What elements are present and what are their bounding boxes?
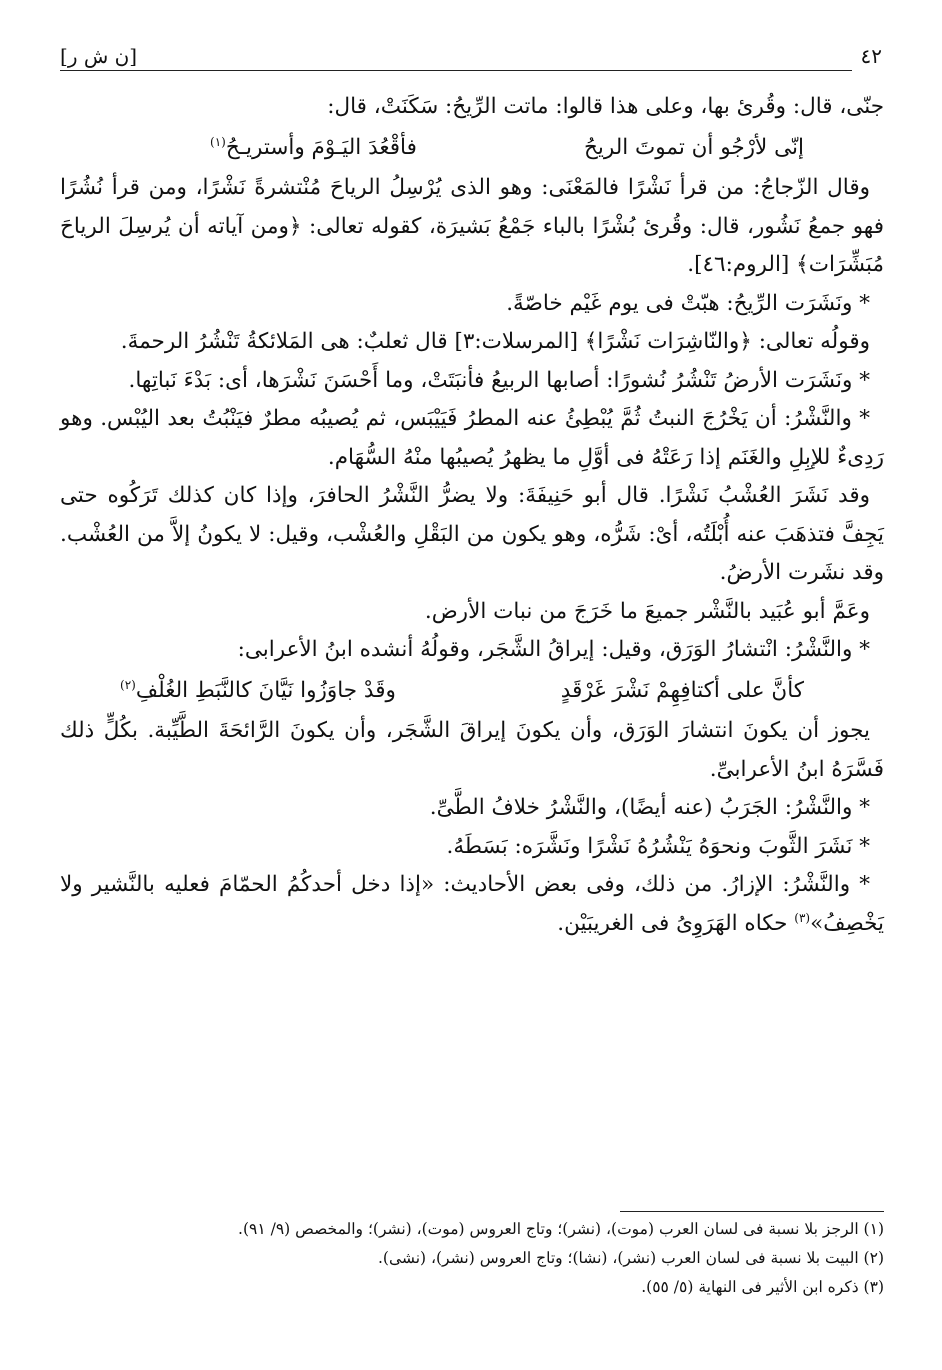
footnote-ref: (٢) (120, 677, 136, 692)
verse-line (60, 129, 884, 168)
paragraph: * نَشَرَ الثَّوبَ ونحوَهُ يَنْشُرُهُ نَشْرًا ونَشَّرَه: بَسَطَهُ. (446, 833, 870, 859)
footnote: (٣) ذكره ابن الأثير فى النهاية (٥/ ٥٥). (641, 1278, 884, 1296)
paragraph-text-tail: حكاه الهَرَوِىُ فى الغريبَيْن. (557, 910, 795, 936)
footnote-rule (620, 1211, 884, 1212)
paragraph: وقد نَشَرَ العُشْبُ نَشْرًا. قال أبو حَنِيفَةَ: ولا يضرُّ النَّشْرُ الحافرَ، وإذا كان كذلك تَرَكُوه حتى يَجِفَّ فتذهَبَ عنه أُبْلَتُه، أىْ: شَرُّه، وهو يكون من البَقْلِ والعُشْب، وقيل: لا يكونُ إلاَّ من العُشْب. وقد نشَرت الأرضُ. (60, 483, 884, 585)
paragraph: * والنَّشْرُ: انْتشارُ الوَرَق، وقيل: إيراقُ الشَّجَر، وقولُهُ أنشده ابنُ الأعرابى: (237, 637, 870, 662)
paragraph: وقال الزّجاجُ: من قرأ نَشْرًا فالمَعْنَى: وهو الذى يُرْسِلُ الرياحَ مُنْتشرةً نَشْرًا، ومن قرأ نُشُرًا فهو جمعُ نَشُور، قال: وقُرئ بُشْرًا بالباء جَمْعُ بَشيرَة، كقوله تعالى: ﴿ومن آياته أن يُرسِلَ الرياحَ مُبَشِّرَات﴾ [الروم:٤٦]. (60, 175, 884, 277)
header-rule (60, 70, 852, 71)
verse-hemistich-first: كأنَّ على أكتافِهِمْ نَشْرَ غَرْقَدٍ (560, 677, 804, 703)
paragraph: * والنَّشْرُ: الجَرَبُ (عنه أيضًا)، والنَّشْرُ خلافُ الطَّىِّ. (429, 795, 870, 820)
footnote: (٢) البيت بلا نسبة فى لسان العرب (نشر)، (نشا)؛ وتاج العروس (نشر)، (نشى). (377, 1249, 884, 1267)
footnote: (١) الرجز بلا نسبة فى لسان العرب (موت)، (نشر)؛ وتاج العروس (موت)، (نشر)؛ والمخصص (٩/ ٩١). (238, 1220, 884, 1238)
paragraph-text: * والنَّشْرُ: الإزارُ. من ذلك، وفى بعض الأحاديث: «إذا دخل أحدكُمُ الحمّامَ فعليه بالنَّشير ولا يَخْصِفُ» (60, 872, 884, 936)
paragraph: * ونَشَرَت الرِّيحُ: هبّتْ فى يوم غَيْم خاصّةً. (506, 290, 870, 316)
footnotes (60, 1215, 884, 1302)
page-number: ٤٢ (860, 44, 882, 68)
paragraph: وقولُه تعالى: ﴿والنّاشِرَات نَشْرًا﴾ [المرسلات:٣] قال ثعلبٌ: هى المَلائكةُ تَنْشُرُ الرحمةَ. (120, 329, 870, 354)
footnote-ref: (١) (210, 134, 226, 149)
verse-line (60, 672, 884, 711)
verse-text: وقَدْ جاوَزُوا نَيَّانَ كالنَّبَطِ الغُلْفِ (135, 677, 396, 703)
main-text (60, 88, 884, 943)
paragraph: * ونَشَرَت الأرضُ تَنْشُرُ نُشورًا: أصابها الربيعُ فأنبَتَتْ، وما أَحْسَنَ نَشْرَها، أى: بَدْءَ نَباتِها. (128, 367, 870, 393)
page-header (60, 34, 882, 68)
verse-hemistich-second (120, 672, 396, 711)
paragraph: جنّى، قال: وقُرئ بها، وعلى هذا قالوا: ماتت الرِّيحُ: سَكَنَتْ، قال: (327, 94, 884, 119)
verse-hemistich-second (210, 129, 417, 168)
verse-hemistich-first: إنّى لأرْجُو أن تموتَ الريحُ (583, 134, 804, 160)
paragraph: وعَمَّ أبو عُبَيد بالنَّشْر جميعَ ما خَرَجَ من نبات الأرض. (424, 598, 870, 624)
paragraph: يجوز أن يكونَ انتشارَ الوَرَق، وأن يكونَ إيراقَ الشَّجَر، وأن يكونَ الرَّائحَةَ الطَّيِّبة. بكُلٍّ ذلك فَسَّرَهُ ابنُ الأعرابىِّ. (60, 718, 884, 782)
running-head: [ن ش ر] (60, 44, 138, 68)
paragraph (60, 866, 884, 943)
paragraph: * والنَّشْرُ: أن يَخْرُجَ النبتُ ثُمَّ يُبْطِئُ عنه المطرُ فَيَيْبَس، ثم يُصيبُه مطرٌ فيَنْبُتُ بعد اليُبْس. وهو رَدِىءٌ للإبِلِ والغَنَم إذا رَعَتْهُ فى أوَّلِ ما يظهرُ يُصيبُها منْهُ السُّهَام. (60, 406, 884, 470)
verse-text: فأقْعُدَ اليَـوْمَ وأستريـحُ (225, 134, 417, 160)
footnote-ref: (٣) (794, 910, 811, 925)
